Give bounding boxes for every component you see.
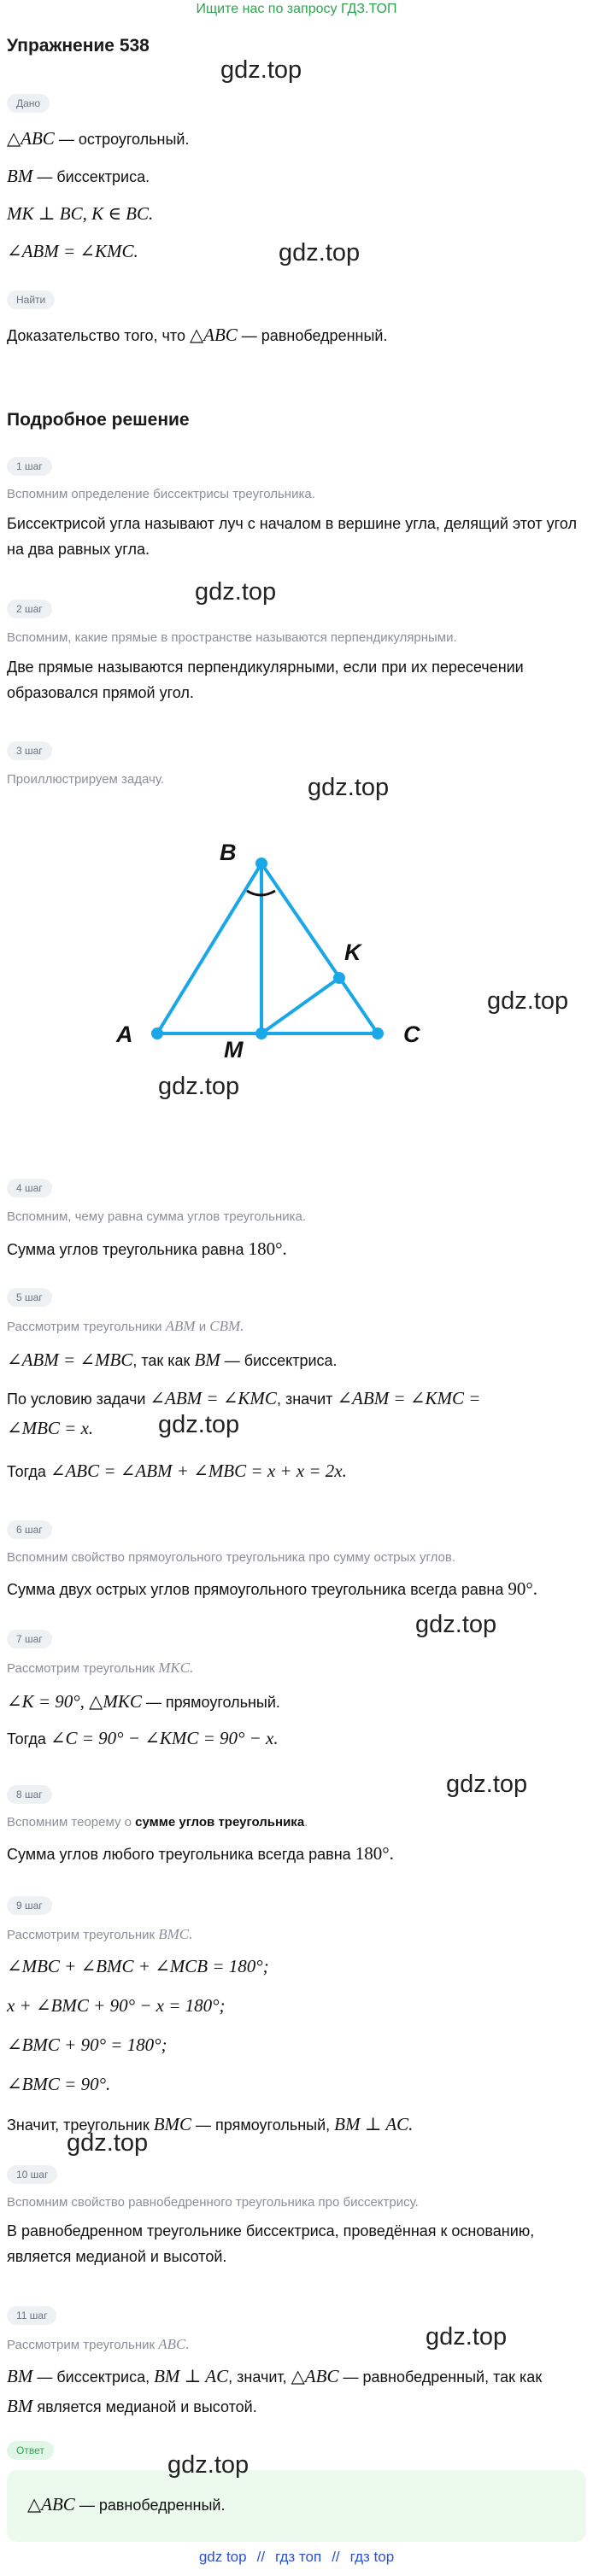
step-4-hint: Вспомним, чему равна сумма углов треугольника. (7, 1209, 307, 1224)
point-k (333, 972, 345, 984)
label-k: K (344, 940, 361, 965)
step-5-line-3: ∠MBC = x. (7, 1418, 94, 1438)
step-3-hint: Проиллюстрируем задачу. (7, 772, 164, 787)
solution-title: Подробное решение (7, 410, 190, 430)
step-7-line-2: Тогда ∠C = 90° − ∠KMC = 90° − x. (7, 1728, 279, 1748)
step-11-line-2: BM является медианой и высотой. (7, 2396, 257, 2416)
find-pill: Найти (7, 290, 55, 309)
point-a (151, 1027, 163, 1039)
step-2-pill: 2 шаг (7, 600, 52, 618)
step-7-pill: 7 шаг (7, 1630, 52, 1648)
step-10-hint: Вспомним свойство равнобедренного треугольника про биссектрису. (7, 2195, 419, 2210)
find-line: Доказательство того, что △ABC — равнобедренный. (7, 325, 388, 345)
step-10-text: В равнобедренном треугольнике биссектриса, проведённая к основанию, является медианой и высотой. (7, 2222, 535, 2265)
watermark: gdz.top (487, 987, 569, 1015)
given-pill: Дано (7, 94, 50, 113)
watermark: gdz.top (446, 1771, 528, 1798)
step-5-hint: Рассмотрим треугольники ABM и CBM. (7, 1318, 244, 1334)
step-1-pill: 1 шаг (7, 457, 52, 476)
step-5-line-2: По условию задачи ∠ABM = ∠KMC, значит ∠ABM = ∠KMC = (7, 1388, 481, 1408)
label-a: A (116, 1022, 133, 1047)
watermark: gdz.top (195, 578, 277, 606)
watermark: gdz.top (426, 2323, 508, 2351)
step-4-text: Сумма углов треугольника равна 180°. (7, 1238, 287, 1259)
given-line-3: MK ⊥ BC, K ∈ BC. (7, 203, 154, 224)
step-11-line-1: BM — биссектриса, BM ⊥ AC, значит, △ABC — равнобедренный, так как (7, 2366, 543, 2386)
step-8-text: Сумма углов любого треугольника всегда равна 180°. (7, 1843, 394, 1864)
step-9-line-5: Значит, треугольник BMC — прямоугольный, BM ⊥ AC. (7, 2114, 414, 2134)
watermark: gdz.top (167, 2451, 250, 2479)
step-3-pill: 3 шаг (7, 741, 52, 760)
step-4-pill: 4 шаг (7, 1179, 52, 1197)
watermark: gdz.top (308, 774, 390, 801)
watermark: gdz.top (415, 1611, 497, 1638)
step-1-hint: Вспомним определение биссектрисы треугольника. (7, 487, 315, 501)
step-6-text: Сумма двух острых углов прямоугольного треугольника всегда равна 90°. (7, 1578, 538, 1599)
point-b (255, 858, 267, 869)
footer-link-1[interactable]: gdz top (198, 2549, 247, 2565)
step-9-line-4: ∠BMC = 90°. (7, 2074, 111, 2094)
step-9-line-2: x + ∠BMC + 90° − x = 180°; (7, 1995, 226, 2016)
answer-box (7, 2470, 586, 2542)
label-c: C (403, 1022, 420, 1047)
step-9-hint: Рассмотрим треугольник BMC. (7, 1926, 193, 1942)
given-line-4: ∠ABM = ∠KMC. (7, 241, 138, 261)
point-c (372, 1027, 384, 1039)
given-line-1: △ABC — остроугольный. (7, 128, 190, 149)
point-m (255, 1027, 267, 1039)
step-9-pill: 9 шаг (7, 1896, 52, 1915)
watermark: gdz.top (279, 239, 361, 266)
label-b: B (220, 840, 237, 865)
step-5-line-1: ∠ABM = ∠MBC, так как BM — биссектриса. (7, 1349, 338, 1370)
watermark: gdz.top (67, 2129, 149, 2157)
step-2-text: Две прямые называются перпендикулярными, если при их пересечении образовался прямой угол. (7, 659, 524, 701)
step-9-line-1: ∠MBC + ∠BMC + ∠MCB = 180°; (7, 1956, 269, 1976)
watermark: gdz.top (220, 56, 302, 84)
watermark: gdz.top (158, 1073, 240, 1100)
step-6-hint: Вспомним свойство прямоугольного треугольника про сумму острых углов. (7, 1550, 456, 1565)
side-ab (157, 864, 261, 1033)
page-title: Упражнение 538 (7, 36, 150, 56)
search-banner[interactable]: Ищите нас по запросу ГДЗ.ТОП (196, 2, 397, 16)
given-line-2: BM — биссектриса. (7, 166, 150, 186)
triangle-figure (0, 820, 593, 1068)
step-9-line-3: ∠BMC + 90° = 180°; (7, 2034, 167, 2055)
label-m: M (224, 1037, 244, 1063)
step-6-pill: 6 шаг (7, 1520, 52, 1539)
step-7-hint: Рассмотрим треугольник MKC. (7, 1660, 194, 1676)
step-7-line-1: ∠K = 90°, △MKC — прямоугольный. (7, 1691, 280, 1712)
step-2-hint: Вспомним, какие прямые в пространстве называются перпендикулярными. (7, 630, 457, 645)
step-8-pill: 8 шаг (7, 1785, 52, 1804)
answer-pill: Ответ (7, 2441, 54, 2460)
segment-mk (261, 978, 339, 1033)
footer-link-3[interactable]: гдз top (349, 2549, 395, 2565)
step-1-text: Биссектрисой угла называют луч с началом в вершине угла, делящий этот угол на два равных угла. (7, 515, 577, 558)
step-5-line-4: Тогда ∠ABC = ∠ABM + ∠MBC = x + x = 2x. (7, 1461, 347, 1481)
step-8-hint: Вспомним теорему о сумме углов треугольника. (7, 1815, 308, 1830)
footer-link-2[interactable]: гдз топ (275, 2549, 322, 2565)
watermark: gdz.top (158, 1411, 240, 1438)
step-11-hint: Рассмотрим треугольник ABC. (7, 2336, 190, 2352)
answer-text: △ABC — равнобедренный. (27, 2494, 226, 2515)
step-11-pill: 11 шаг (7, 2306, 56, 2325)
step-5-pill: 5 шаг (7, 1288, 52, 1307)
footer-links: gdz top // гдз топ // гдз top (198, 2549, 395, 2565)
step-10-pill: 10 шаг (7, 2165, 57, 2184)
